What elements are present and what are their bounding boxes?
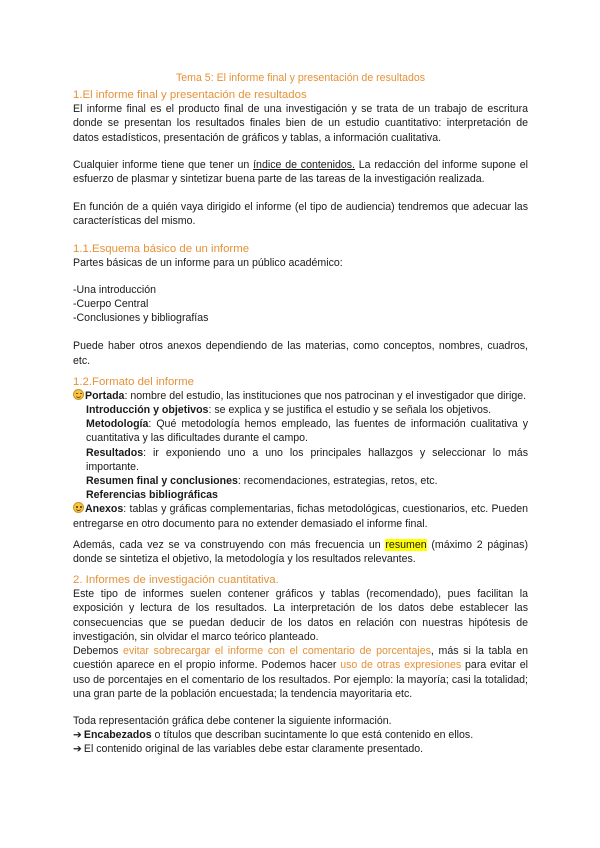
section-1-heading: 1.El informe final y presentación de resultados bbox=[73, 89, 307, 102]
format-item-anexos: Anexos: tablas y gráficas complementarias, fichas metodológicas, cuestionarios, etc. Pueden entregarse en otro documento para no extender demasiado el informe final. bbox=[73, 503, 528, 530]
section-2-heading: 2. Informes de investigación cuantitativa. bbox=[73, 574, 279, 587]
list-item: -Cuerpo Central bbox=[73, 298, 149, 311]
section-1-paragraph-1: El informe final es el producto final de una investigación y se trata de un trabajo de escritura donde se presentan los resultados finales bien de un estudio cuantitativo: interpretación de datos estadísticos, presentación de gráficos y tablas, a información cualitativa. bbox=[73, 103, 528, 144]
section-1-1-paragraph: Puede haber otros anexos dependiendo de las materias, como conceptos, nombres, cuadros, etc. bbox=[73, 340, 528, 367]
arrow-icon: ➔ bbox=[73, 743, 82, 756]
section-1-paragraph-2: Cualquier informe tiene que tener un índice de contenidos. La redacción del informe supone el esfuerzo de plasmar y sintetizar buena parte de las tareas de la investigación realizada. bbox=[73, 158, 529, 186]
section-1-2-paragraph: Además, cada vez se va construyendo con más frecuencia un resumen (máximo 2 páginas) donde se sintetiza el objetivo, la metodología y los resultados relevantes. bbox=[73, 538, 528, 566]
smiley-icon bbox=[73, 389, 84, 400]
smiley-icon bbox=[73, 502, 84, 513]
arrow-icon: ➔ bbox=[73, 729, 82, 742]
document-page bbox=[73, 71, 528, 757]
section-2-paragraph-3: Toda representación gráfica debe contener la siguiente información. bbox=[73, 714, 392, 727]
bullet-item: ➔ Encabezados o títulos que describan sucintamente lo que está contenido en ellos. bbox=[73, 729, 474, 742]
format-item-resumen: Resumen final y conclusiones: recomendaciones, estrategias, retos, etc. bbox=[86, 475, 438, 488]
section-1-2-heading: 1.2.Formato del informe bbox=[73, 375, 194, 388]
list-item: -Una introducción bbox=[73, 283, 157, 296]
section-1-1-heading: 1.1.Esquema básico de un informe bbox=[73, 242, 250, 255]
format-item-metodologia: Metodología: Qué metodología hemos empleado, las fuentes de información cualitativa y cuantitativa y las dificultades durante el campo. bbox=[86, 418, 528, 445]
section-2-paragraph-1: Este tipo de informes suelen contener gráficos y tablas (recomendado), pues facilitan la exposición y lectura de los resultados. La interpretación de los datos debe establecer las consecuencias que se puedan deducir de los datos en relación con nuestras hipótesis de investigación, sin olvidar el marco teórico planteado. bbox=[73, 588, 528, 643]
format-item-portada: Portada: nombre del estudio, las instituciones que nos patrocinan y el investigador que dirige. bbox=[73, 389, 528, 403]
list-item: -Conclusiones y bibliografías bbox=[73, 312, 209, 325]
format-item-referencias: Referencias bibliográficas bbox=[86, 489, 218, 502]
highlighted-word: resumen bbox=[385, 538, 427, 551]
section-1-1-intro: Partes básicas de un informe para un público académico: bbox=[73, 256, 343, 269]
index-link[interactable]: índice de contenidos. bbox=[253, 158, 355, 171]
format-item-resultados: Resultados: ir exponiendo uno a uno los principales hallazgos y seleccionar lo más importante. bbox=[86, 446, 528, 473]
section-2-paragraph-2: Debemos evitar sobrecargar el informe con el comentario de porcentajes, más si la tabla en cuestión aparece en el propio informe. Podemos hacer uso de otras expresiones para evitar el uso de porcentajes en el comentario de los resultados. Por ejemplo: la mayoría; casi la totalidad; una gran parte de la población encuestada; la tendencia mayoritaria etc. bbox=[73, 645, 529, 700]
format-item-introduccion: Introducción y objetivos: se explica y se justifica el estudio y se señala los objetivos. bbox=[86, 404, 492, 417]
section-1-paragraph-3: En función de a quién vaya dirigido el informe (el tipo de audiencia) tendremos que adecuar las características del mismo. bbox=[73, 201, 528, 228]
bullet-item: ➔ El contenido original de las variables debe estar claramente presentado. bbox=[73, 743, 424, 756]
document-title: Tema 5: El informe final y presentación de resultados bbox=[175, 72, 426, 84]
